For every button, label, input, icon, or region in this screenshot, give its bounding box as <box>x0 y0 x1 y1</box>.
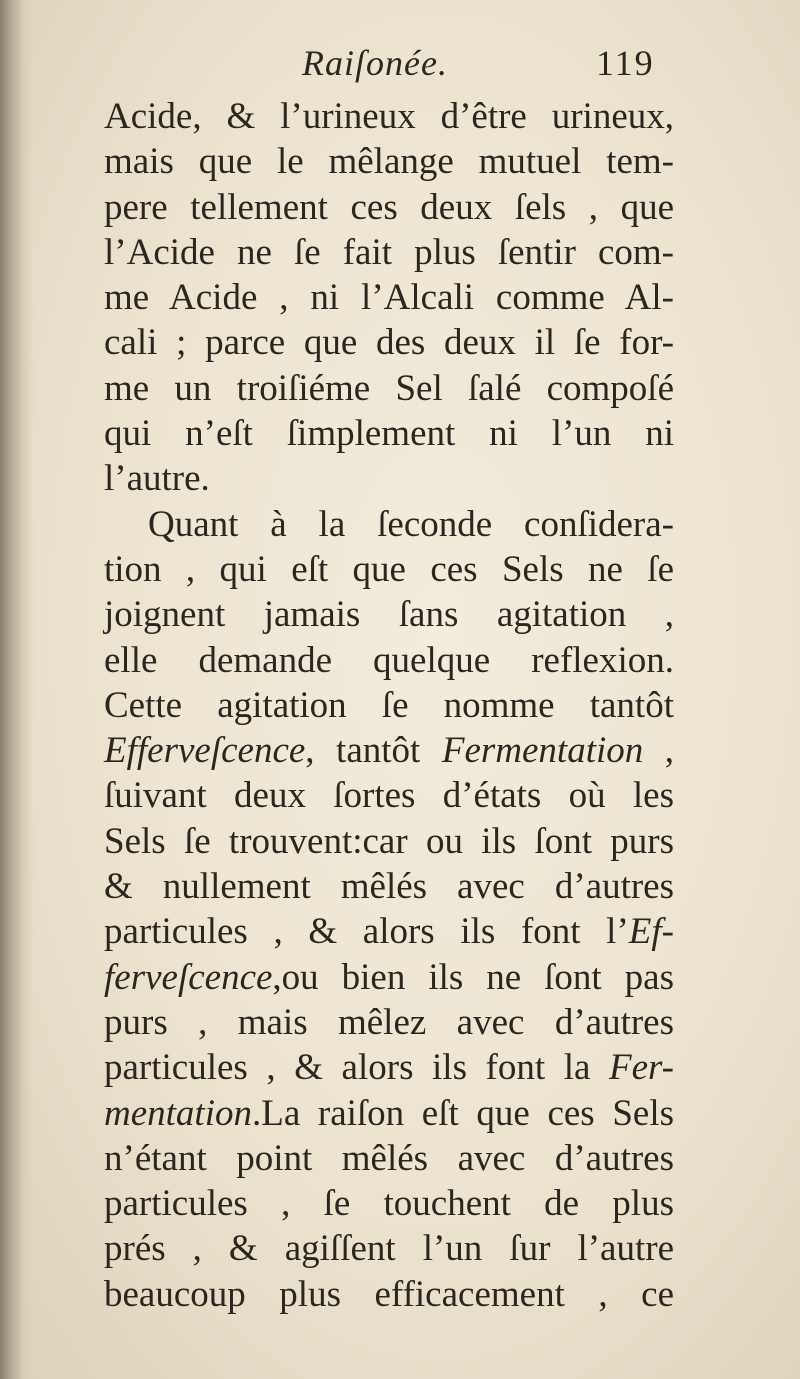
text-line: mentation.La raiſon eſt que ces Sels <box>104 1092 674 1134</box>
text-line: tion , qui eſt que ces Sels ne ſe <box>104 548 674 590</box>
text-line: beaucoup plus efficacement , ce <box>104 1273 674 1315</box>
text-line: particules , ſe touchent de plus <box>104 1183 674 1225</box>
body-text <box>104 94 674 1317</box>
page-header <box>104 38 664 98</box>
italic-term: Fermentation <box>441 730 644 772</box>
text-line: Efferveſcence, tantôt Fermentation , <box>104 730 675 772</box>
text-line: mais que le mêlange mutuel tem- <box>104 141 674 183</box>
italic-term: Ef- <box>628 911 674 953</box>
text-line: particules , & alors ils font l’Ef- <box>104 911 674 953</box>
text-line: purs , mais mêlez avec d’autres <box>104 1001 674 1043</box>
text-line: Sels ſe trouvent:car ou ils ſont purs <box>104 820 674 862</box>
text-line: particules , & alors ils font la Fer- <box>104 1047 674 1089</box>
text-line: prés , & agiſſent l’un ſur l’autre <box>104 1228 674 1270</box>
italic-term: Fer- <box>608 1047 674 1089</box>
text-line: Quant à la ſeconde conſidera- <box>148 503 674 545</box>
text-line: l’Acide ne ſe fait plus ſentir com- <box>104 231 674 273</box>
italic-term: ferveſcence <box>104 956 273 998</box>
italic-term: Efferveſcence <box>104 730 306 772</box>
page-number: 119 <box>596 43 655 83</box>
text-line: joignent jamais ſans agitation , <box>104 594 674 636</box>
running-title: Raiſonée. <box>302 43 448 83</box>
text-line: qui n’eſt ſimplement ni l’un ni <box>104 413 674 455</box>
text-line: l’autre. <box>104 458 210 500</box>
text-line: ſuivant deux ſortes d’états où les <box>104 775 674 817</box>
text-line: Cette agitation ſe nomme tantôt <box>104 684 674 726</box>
text-line: me Acide , ni l’Alcali comme Al- <box>104 277 674 319</box>
text-line: me un troiſiéme Sel ſalé compoſé <box>104 367 674 409</box>
text-line: pere tellement ces deux ſels , que <box>104 186 674 228</box>
text-line: cali ; parce que des deux il ſe for- <box>104 322 674 364</box>
text-line: Acide, & l’urineux d’être urineux, <box>104 96 674 137</box>
book-gutter-shadow <box>0 0 34 1379</box>
italic-term: mentation <box>104 1092 252 1134</box>
text-line: ferveſcence,ou bien ils ne ſont pas <box>104 956 674 998</box>
text-line: n’étant point mêlés avec d’autres <box>104 1137 674 1179</box>
text-line: elle demande quelque reflexion. <box>104 639 674 681</box>
text-line: & nullement mêlés avec d’autres <box>104 866 674 908</box>
